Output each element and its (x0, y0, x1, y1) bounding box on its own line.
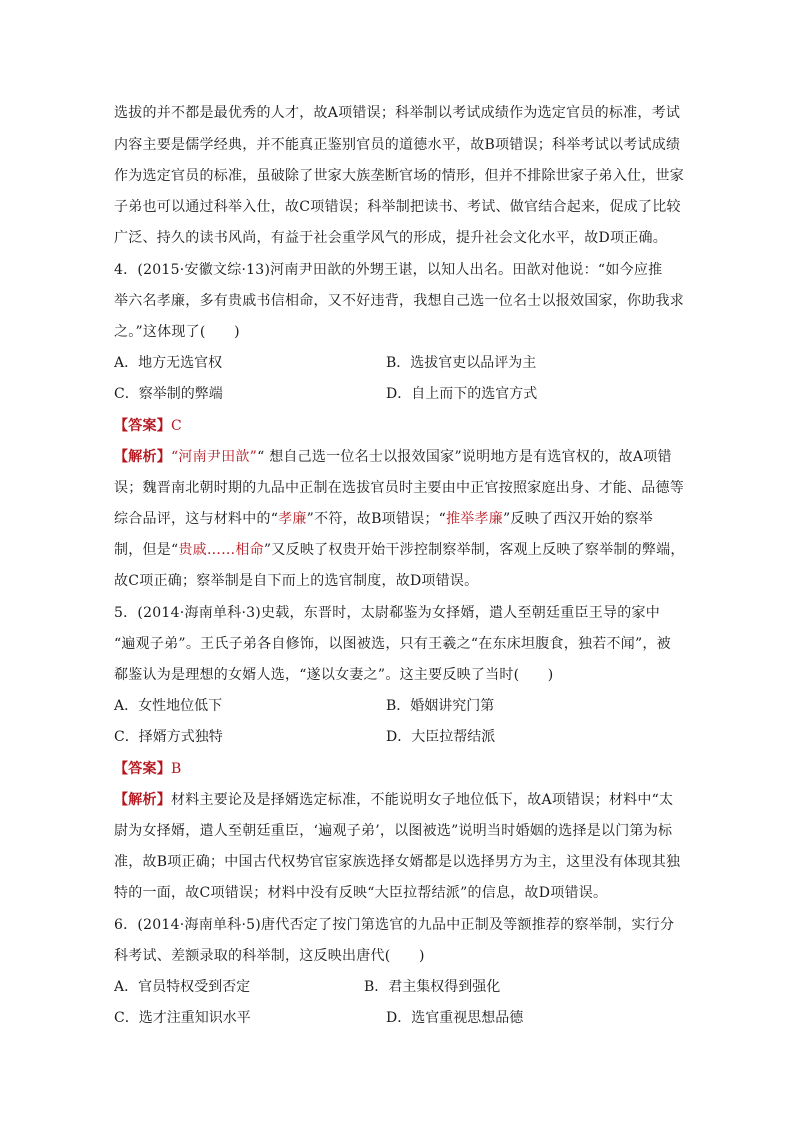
q6-stem-line: 科考试、差额录取的科举制，这反映出唐代( ) (114, 948, 425, 964)
intro-line: 作为选定官员的标准，虽破除了世家大族垄断官场的情形，但并不排除世家子弟入仕，世家 (114, 168, 684, 184)
q4-analysis-line: 制，但是“贵戚……相命”又反映了权贵开始干涉控制察举制，客观上反映了察举制的弊端， (114, 542, 685, 558)
q6-option-b: B．君主集权得到强化 (364, 979, 501, 995)
intro-line: 选拔的并不都是最优秀的人才，故A项错误；科举制以考试成绩作为选定官员的标准，考试 (114, 105, 681, 121)
q4-option-a: A．地方无选官权 (114, 355, 223, 371)
intro-line: 内容主要是儒学经典，并不能真正鉴别官员的道德水平，故B项错误；科举考试以考试成绩 (114, 137, 681, 153)
quote: 推举孝廉 (446, 511, 504, 527)
q5-answer (114, 759, 182, 779)
q5-stem-line: 郗鉴认为是理想的女婿人选，“遂以女妻之”。这主要反映了当时( ) (114, 667, 554, 683)
q4-analysis-line: 综合品评，这与材料中的“孝廉”不符，故B项错误；“推举孝廉”反映了西汉开始的察举 (114, 511, 653, 527)
q4-analysis-line: 误；魏晋南北朝时期的九品中正制在选拔官员时主要由中正官按照家庭出身、才能、品德等 (114, 480, 684, 496)
quote: 孝廉 (278, 511, 307, 527)
q6-stem-line: 6．(2014·海南单科·5)唐代否定了按门第选官的九品中正制及等额推荐的察举制，实行分 (114, 917, 675, 933)
answer-value: B (171, 761, 182, 777)
intro-line: 广泛、持久的读书风尚，有益于社会重学风气的形成，提升社会文化水平，故D项正确。 (114, 230, 667, 246)
quote: “河南尹田歆” (171, 449, 258, 465)
intro-line: 子弟也可以通过科举入仕，故C项错误；科举制把读书、考试、做官结合起来，促成了比较 (114, 199, 681, 215)
analysis-label: 【解析】 (114, 792, 171, 808)
q4-stem-line: 举六名孝廉，多有贵戚书信相命，又不好违背，我想自己选一位名士以报效国家，你助我求 (114, 293, 684, 309)
q4-analysis-line: 【解析】“河南尹田歆”“ 想自己选一位名士以报效国家”说明地方是有选官权的，故A项错 (114, 449, 672, 465)
answer-label: 【答案】 (114, 418, 171, 434)
q5-option-d: D．大臣拉帮结派 (386, 729, 496, 745)
q5-analysis-line: 准，故B项正确；中国古代权势官宦家族选择女婿都是以选择男方为主，这里没有体现其独 (114, 854, 681, 870)
q4-option-c: C．察举制的弊端 (114, 386, 223, 402)
quote: 贵戚……相命 (178, 542, 264, 558)
q4-stem-line: 之。”这体现了( ) (114, 324, 240, 340)
q5-option-a: A．女性地位低下 (114, 698, 223, 714)
q4-answer (114, 416, 182, 436)
answer-label: 【答案】 (114, 761, 171, 777)
q4-stem-line: 4．(2015·安徽文综·13)河南尹田歆的外甥王谌，以知人出名。田歆对他说：“如今应推 (114, 262, 663, 278)
q6-option-a: A．官员特权受到否定 (114, 979, 251, 995)
q5-stem-line: “遍观子弟”。王氏子弟各自修饰，以图被选，只有王羲之“在东床坦腹食，独若不闻”，被 (114, 636, 671, 652)
q4-option-d: D．自上而下的选官方式 (386, 386, 538, 402)
answer-value: C (171, 418, 182, 434)
q5-option-c: C．择婿方式独特 (114, 729, 223, 745)
q4-option-b: B．选拔官吏以品评为主 (386, 355, 537, 371)
q5-option-b: B．婚姻讲究门第 (386, 698, 495, 714)
q5-analysis-line: 特的一面，故C项错误；材料中没有反映“大臣拉帮结派”的信息，故D项错误。 (114, 885, 608, 901)
q5-analysis-line: 【解析】材料主要论及是择婿选定标准，不能说明女子地位低下，故A项错误；材料中“太 (114, 792, 674, 808)
q5-stem-line: 5．(2014·海南单科·3)史载，东晋时，太尉郗鉴为女择婿，遣人至朝廷重臣王导的家中 (114, 605, 661, 621)
q5-analysis-line: 尉为女择婿，遣人至朝廷重臣，‘遍观子弟’，以图被选”说明当时婚姻的选择是以门第为标 (114, 823, 673, 839)
q6-option-c: C．选才注重知识水平 (114, 1010, 251, 1026)
quote: 想自己选一位名士以报效国家 (269, 449, 455, 465)
analysis-label: 【解析】 (114, 449, 171, 465)
q4-analysis-line: 故C项正确；察举制是自下而上的选官制度，故D项错误。 (114, 573, 479, 589)
q6-option-d: D．选官重视思想品德 (386, 1010, 524, 1026)
